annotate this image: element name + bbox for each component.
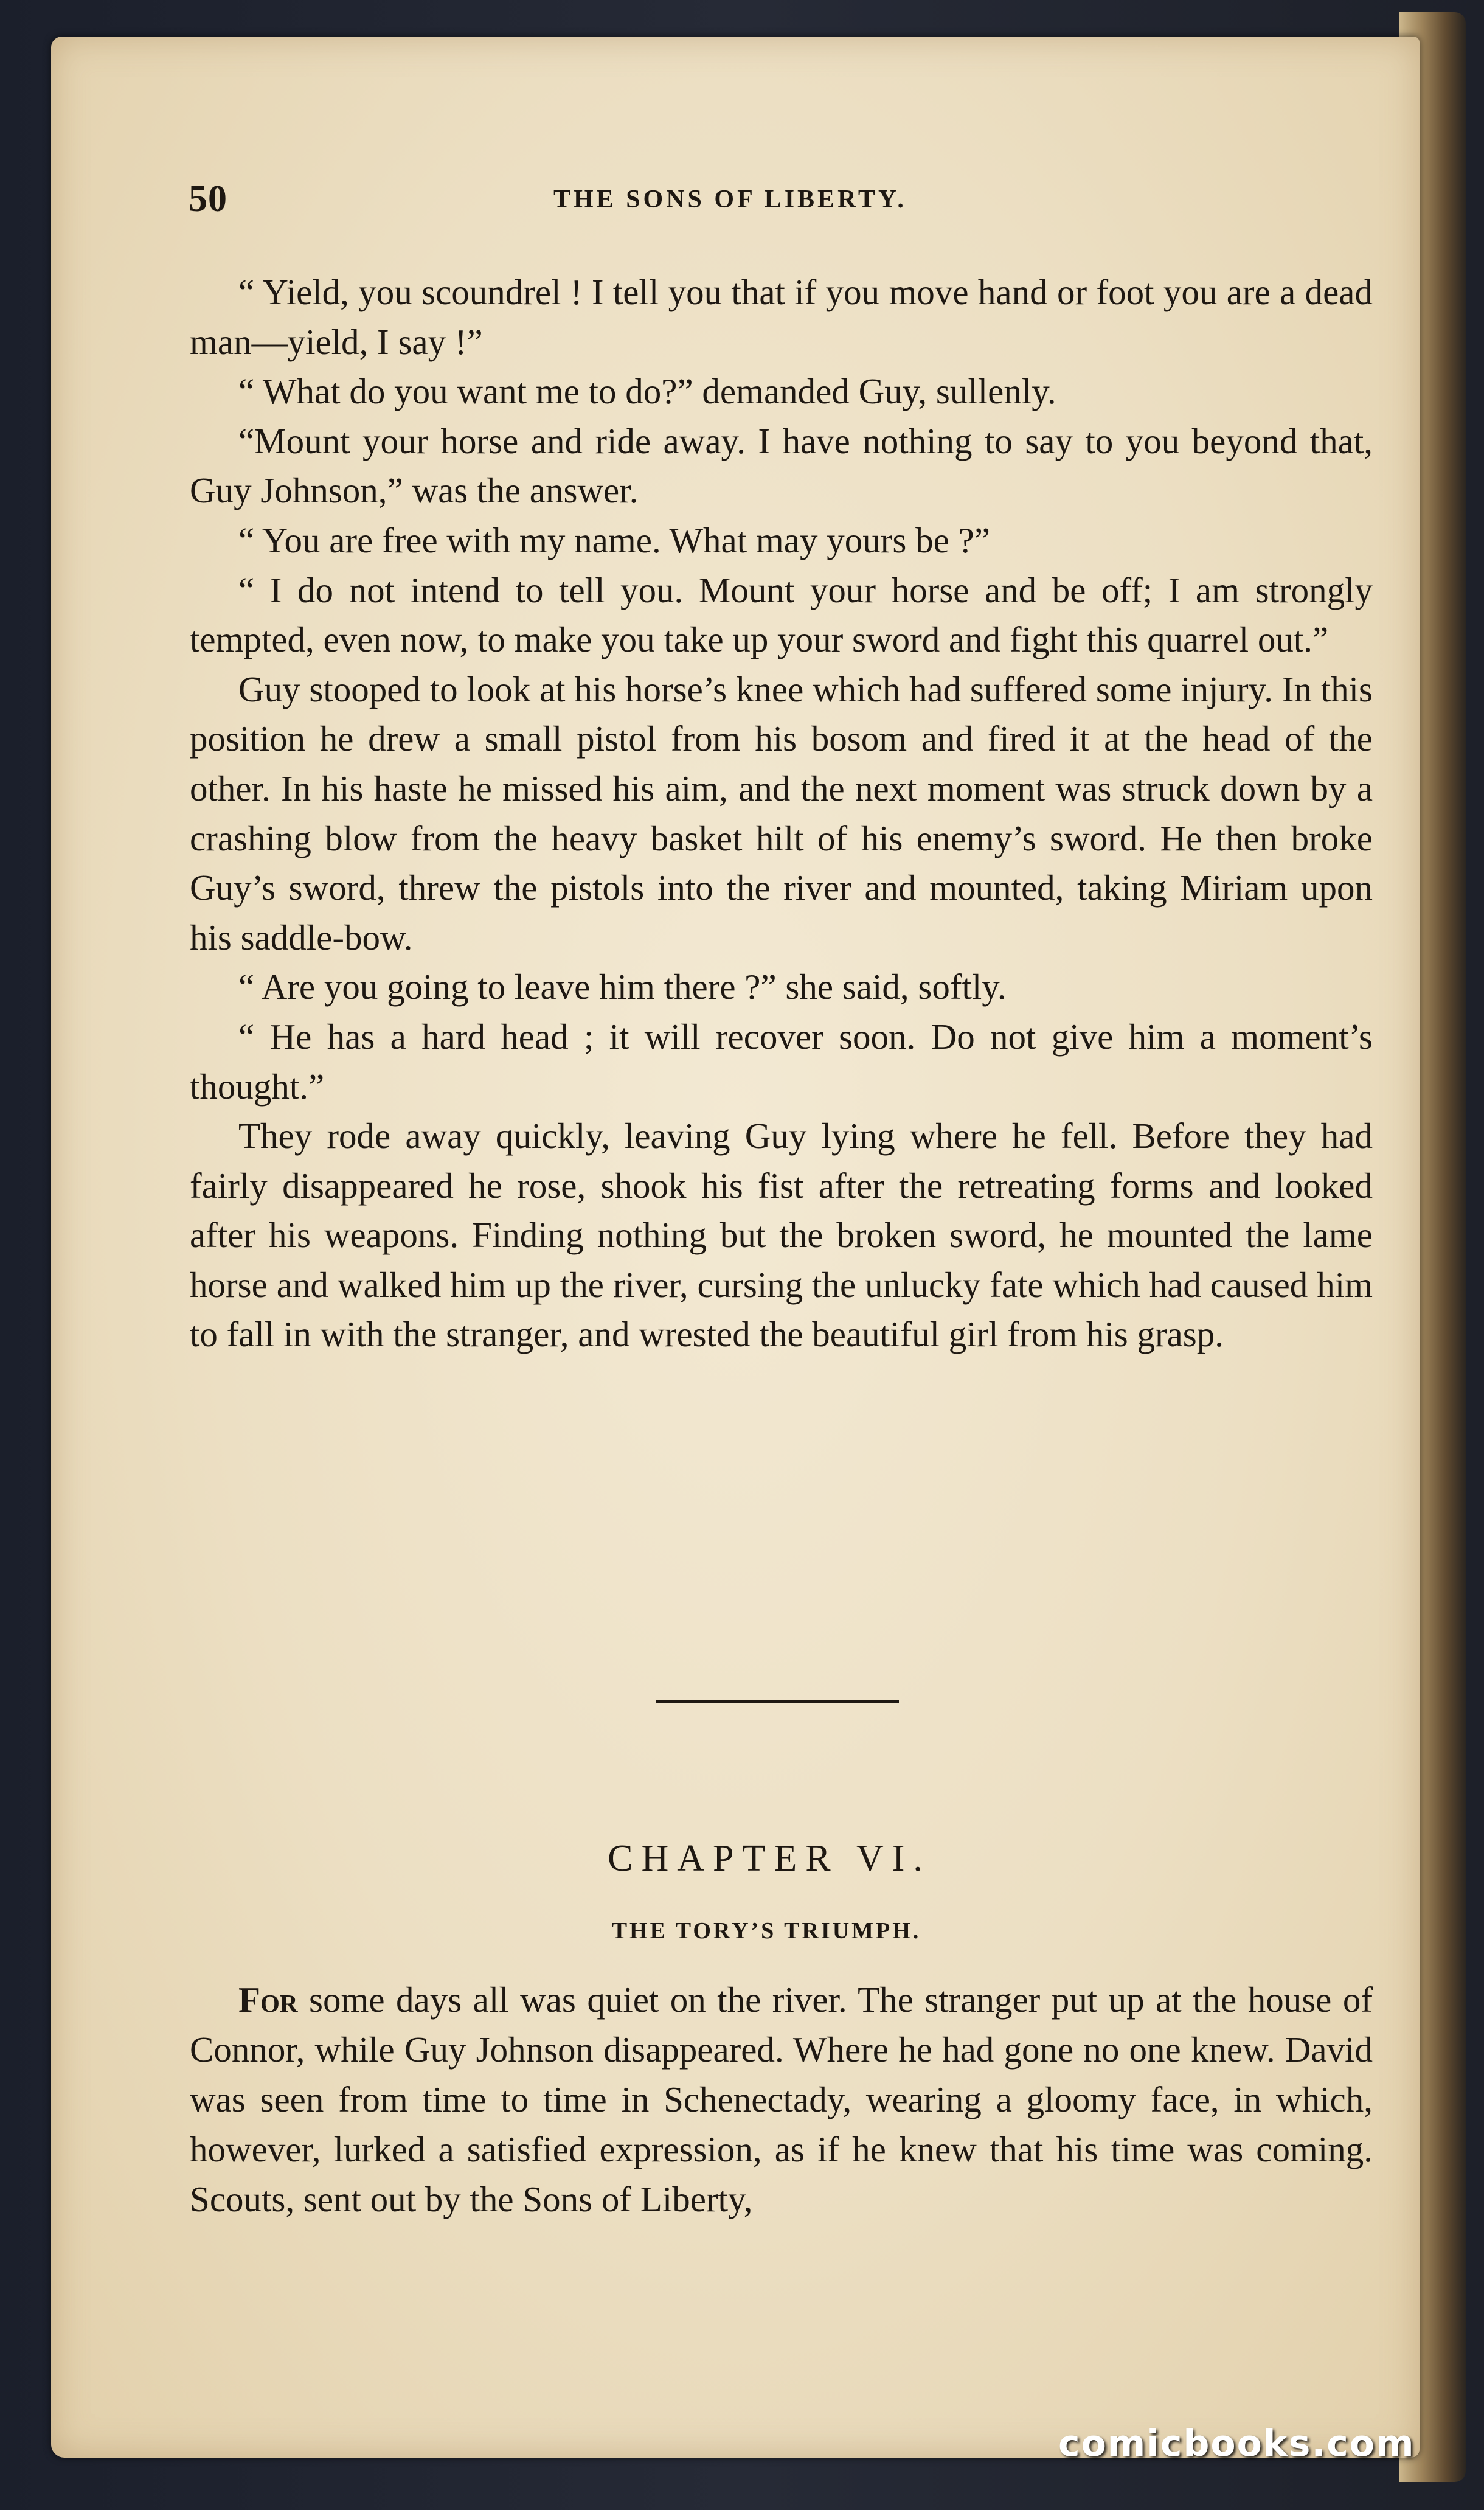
- paragraph: “ I do not intend to tell you. Mount your horse and be off; I am strongly tempted, even now, to make you take up your sword and fight this quarrel out.”: [190, 569, 1373, 660]
- page-number: 50: [189, 178, 227, 220]
- chapter-title: CHAPTER VI.: [608, 1838, 931, 1879]
- paragraph: [190, 1975, 1373, 2224]
- book-title-header: THE SONS OF LIBERTY.: [553, 186, 907, 214]
- paragraph: “ Are you going to leave him there ?” she said, softly.: [238, 967, 1007, 1007]
- chapter-subtitle: THE TORY’S TRIUMPH.: [611, 1918, 921, 1944]
- watermark: comicbooks.com: [1058, 2422, 1415, 2465]
- opening-word: For: [238, 1980, 298, 2020]
- paragraph: “ You are free with my name. What may yours be ?”: [238, 520, 990, 560]
- section-divider: [656, 1700, 899, 1703]
- running-head: [189, 178, 1375, 226]
- paragraph: “ What do you want me to do?” demanded Guy, sullenly.: [238, 371, 1056, 412]
- paragraph: Guy stooped to look at his horse’s knee which had suffered some injury. In this position he drew a small pistol from his bosom and fired it at the head of the other. In his haste he missed his aim, and the next moment was struck down by a crashing blow from the heavy basket hilt of his enemy’s sword. He then broke Guy’s sword, threw the pistols into the river and mounted, taking Miriam upon his saddle-bow.: [190, 669, 1373, 958]
- passage-two: [190, 1975, 1373, 2224]
- paragraph: They rode away quickly, leaving Guy lying where he fell. Before they had fairly disappeared he rose, shook his fist after the retreating forms and looked after his weapons. Finding nothing but the broken sword, he mounted the lame horse and walked him up the river, cursing the unlucky fate which had caused him to fall in with the stranger, and wrested the beautiful girl from his grasp.: [190, 1116, 1373, 1355]
- passage-one: [190, 268, 1373, 1360]
- paragraph: “ He has a hard head ; it will recover soon. Do not give him a moment’s thought.”: [190, 1016, 1373, 1107]
- paragraph: “ Yield, you scoundrel ! I tell you that if you move hand or foot you are a dead man—yield, I say !”: [190, 272, 1373, 362]
- paragraph-text: some days all was quiet on the river. The stranger put up at the house of Connor, while Guy Johnson disappeared. Where he had gone no one knew. David was seen from time to time in Schenectady, wearing a gloomy face, in which, however, lurked a satisfied expression, as if he knew that his time was coming. Scouts, sent out by the Sons of Liberty,: [190, 1980, 1373, 2219]
- paragraph: “Mount your horse and ride away. I have nothing to say to you beyond that, Guy Johnson,” was the answer.: [190, 420, 1373, 511]
